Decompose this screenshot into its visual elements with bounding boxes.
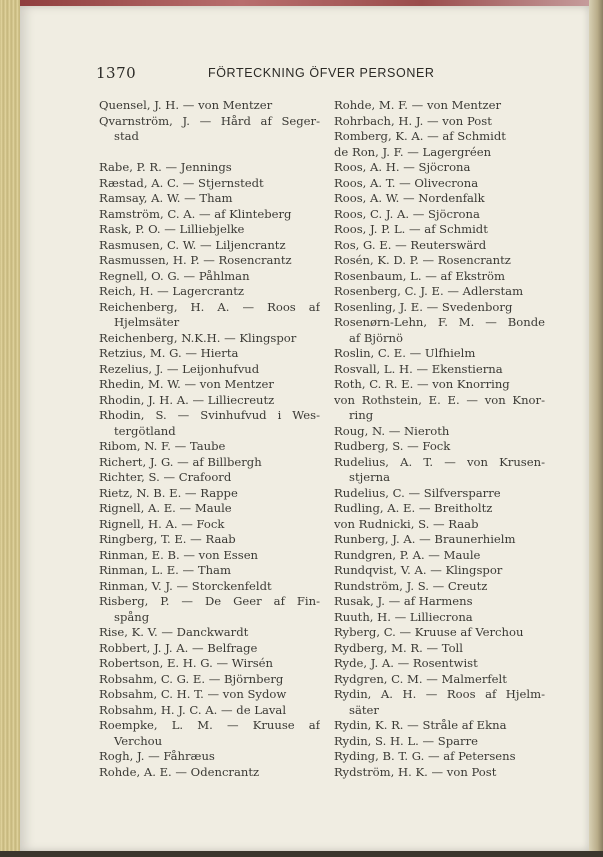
- index-entry: Rydberg, M. R. — Toll: [334, 640, 463, 655]
- book-page-edges-right: [589, 0, 603, 857]
- index-entry: Retzius, M. G. — Hierta: [99, 346, 239, 360]
- index-entry: Ruuth, H. — Lilliecrona: [334, 609, 473, 624]
- index-entry: Reichenberg, H. A. — Roos af: [99, 299, 320, 314]
- index-entry: Robsahm, C. G. E. — Björnberg: [99, 671, 284, 686]
- index-entry: Roempke, L. M. — Kruuse af: [99, 718, 320, 732]
- index-entry: Rasmusen, C. W. — Liljencrantz: [99, 237, 286, 252]
- index-entry: von Rudnicki, S. — Raab: [334, 516, 479, 531]
- index-entry: Rydin, K. R. — Stråle af Ekna: [334, 718, 507, 732]
- index-entry: Romberg, K. A. — af Schmidt: [334, 129, 506, 143]
- index-entry: tergötland: [114, 423, 176, 438]
- index-entry: Rohde, M. F. — von Mentzer: [334, 98, 502, 112]
- index-entry: Rezelius, J. — Leijonhufvud: [99, 361, 260, 376]
- index-entry: Rudelius, C. — Silfversparre: [334, 485, 501, 500]
- index-entry: Roug, N. — Nieroth: [334, 423, 450, 438]
- index-entry: stad: [114, 129, 139, 143]
- book-bottom-edge: [0, 851, 603, 857]
- page-header: [96, 64, 566, 86]
- index-entry: Risberg, P. — De Geer af Fin-: [99, 594, 320, 608]
- blank-line: [99, 145, 320, 161]
- index-entry: Rogh, J. — Fåhræus: [99, 749, 215, 763]
- index-entry: Rudling, A. E. — Breitholtz: [334, 501, 493, 515]
- index-entry: Rosén, K. D. P. — Rosencrantz: [334, 253, 511, 267]
- running-title: FÖRTECKNING ÖFVER PERSONER: [208, 66, 435, 80]
- index-entry: säter: [349, 702, 379, 717]
- right-column: [334, 98, 545, 780]
- index-entry: spång: [114, 609, 150, 624]
- index-entry: Rabe, P. R. — Jennings: [99, 160, 232, 174]
- index-entry: ring: [349, 408, 374, 422]
- index-entry: Rask, P. O. — Lilliebjelke: [99, 222, 245, 236]
- index-entry: Reichenberg, N.K.H. — Klingspor: [99, 330, 297, 345]
- index-entry: Rasmussen, H. P. — Rosencrantz: [99, 253, 292, 267]
- index-entry: Rydin, A. H. — Roos af Hjelm-: [334, 687, 545, 701]
- index-entry: Runberg, J. A. — Braunerhielm: [334, 532, 516, 546]
- index-entry: Regnell, O. G. — Påhlman: [99, 268, 250, 283]
- index-entry: Rhodin, J. H. A. — Lilliecreutz: [99, 392, 275, 407]
- index-entry: Ryding, B. T. G. — af Petersens: [334, 749, 516, 763]
- book-page-edges-left: [0, 0, 20, 857]
- index-entry: Ringberg, T. E. — Raab: [99, 532, 236, 546]
- index-entry: Ribom, N. F. — Taube: [99, 439, 226, 453]
- index-entry: Rietz, N. B. E. — Rappe: [99, 485, 238, 500]
- index-entry: Ramsay, A. W. — Tham: [99, 191, 233, 205]
- index-entry: Rundgren, P. A. — Maule: [334, 547, 481, 562]
- index-entry: Ros, G. E. — Reuterswärd: [334, 237, 487, 252]
- index-entry: Rosenbaum, L. — af Ekström: [334, 268, 506, 283]
- index-entry: Rosvall, L. H. — Ekenstierna: [334, 361, 503, 376]
- index-entry: Roos, A. W. — Nordenfalk: [334, 191, 485, 205]
- index-entry: Robsahm, C. H. T. — von Sydow: [99, 687, 287, 701]
- index-entry: Rosenberg, C. J. E. — Adlerstam: [334, 284, 524, 298]
- index-entry: Roth, C. R. E. — von Knorring: [334, 377, 510, 391]
- index-entry: Rhodin, S. — Svinhufvud i Wes-: [99, 408, 320, 422]
- index-entry: Verchou: [114, 733, 163, 748]
- index-entry: de Ron, J. F. — Lagergréen: [334, 144, 492, 159]
- index-entry: Richter, S. — Crafoord: [99, 470, 232, 484]
- index-entry: Rosenling, J. E. — Svedenborg: [334, 299, 513, 314]
- index-entry: Rundqvist, V. A. — Klingspor: [334, 563, 503, 577]
- index-entry: Rudelius, A. T. — von Krusen-: [334, 454, 545, 469]
- page-number: 1370: [96, 64, 137, 82]
- index-entry: Reich, H. — Lagercrantz: [99, 284, 245, 298]
- index-entry: Robsahm, H. J. C. A. — de Laval: [99, 702, 287, 717]
- index-entry: Roos, J. P. L. — af Schmidt: [334, 222, 488, 236]
- index-entry: Hjelmsäter: [114, 315, 180, 329]
- index-entry: Rydström, H. K. — von Post: [334, 764, 497, 779]
- index-entry: stjerna: [349, 470, 390, 484]
- index-entry: Ryberg, C. — Kruuse af Verchou: [334, 625, 524, 639]
- index-entry: Rignell, A. E. — Maule: [99, 501, 232, 515]
- index-entry: Rudberg, S. — Fock: [334, 439, 451, 453]
- index-entry: Rhedin, M. W. — von Mentzer: [99, 377, 274, 391]
- index-entry: Rydgren, C. M. — Malmerfelt: [334, 671, 507, 686]
- index-entry: Robertson, E. H. G. — Wirsén: [99, 656, 274, 670]
- index-entry: Qvarnström, J. — Hård af Seger-: [99, 113, 320, 128]
- index-entry: Ryde, J. A. — Rosentwist: [334, 656, 478, 670]
- index-entry: Rydin, S. H. L. — Sparre: [334, 733, 478, 748]
- index-entry: Ræstad, A. C. — Stjernstedt: [99, 175, 264, 190]
- left-column: [99, 98, 320, 780]
- index-entry: Roslin, C. E. — Ulfhielm: [334, 346, 476, 360]
- index-entry: Rinman, E. B. — von Essen: [99, 547, 259, 562]
- index-entry: Rusak, J. — af Harmens: [334, 594, 473, 608]
- index-entry: Rohde, A. E. — Odencrantz: [99, 764, 260, 779]
- index-entry: Roos, A. H. — Sjöcrona: [334, 160, 471, 174]
- index-entry: Rosenørn-Lehn, F. M. — Bonde: [334, 315, 545, 329]
- index-entry: Rohrbach, H. J. — von Post: [334, 113, 492, 128]
- index-entry: Quensel, J. H. — von Mentzer: [99, 98, 273, 112]
- index-entry: Richert, J. G. — af Billbergh: [99, 454, 262, 469]
- index-entry: Rinman, L. E. — Tham: [99, 563, 231, 577]
- index-entry: Robbert, J. J. A. — Belfrage: [99, 640, 258, 655]
- index-entry: af Björnö: [349, 330, 403, 345]
- index-entry: Roos, A. T. — Olivecrona: [334, 175, 479, 190]
- index-entry: Rignell, H. A. — Fock: [99, 516, 225, 531]
- index-entry: Roos, C. J. A. — Sjöcrona: [334, 206, 480, 221]
- index-entry: Ramström, C. A. — af Klinteberg: [99, 206, 292, 221]
- index-entry: Rundström, J. S. — Creutz: [334, 578, 488, 593]
- index-entry: Rinman, V. J. — Storckenfeldt: [99, 578, 272, 593]
- index-entry: von Rothstein, E. E. — von Knor-: [334, 392, 545, 407]
- index-entry: Rise, K. V. — Danckwardt: [99, 625, 249, 639]
